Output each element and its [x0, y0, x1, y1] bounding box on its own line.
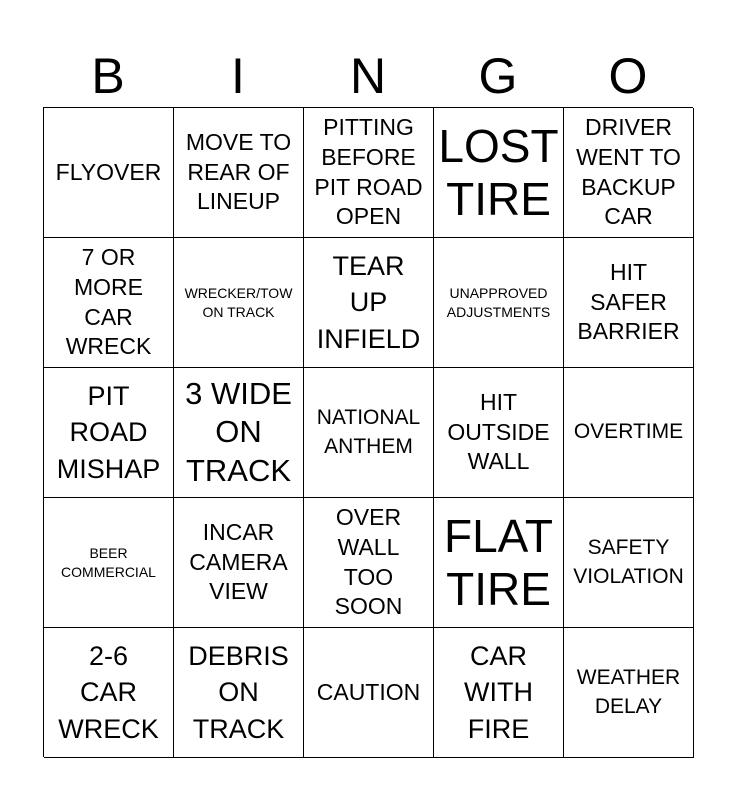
bingo-cell-r5-c3[interactable]	[304, 628, 434, 758]
bingo-cell-text: OVER WALL TOO SOON	[334, 503, 403, 620]
bingo-cell-r2-c1[interactable]	[44, 238, 174, 368]
bingo-cell-r1-c2[interactable]	[174, 108, 304, 238]
bingo-cell-r2-c5[interactable]	[564, 238, 694, 368]
bingo-cell-r3-c2[interactable]	[174, 368, 304, 498]
bingo-cell-r3-c5[interactable]	[564, 368, 694, 498]
bingo-cell-text: FLYOVER	[55, 158, 162, 185]
bingo-cell-r4-c2[interactable]	[174, 498, 304, 628]
bingo-cell-r4-c5[interactable]	[564, 498, 694, 628]
bingo-cell-text: MOVE TO REAR OF LINEUP	[185, 128, 292, 215]
header-letter-o: O	[608, 48, 648, 104]
bingo-cell-text: HIT SAFER BARRIER	[577, 258, 680, 345]
bingo-cell-r5-c5[interactable]	[564, 628, 694, 758]
bingo-cell-r1-c5[interactable]	[564, 108, 694, 238]
header-letter-i: I	[231, 48, 245, 104]
bingo-cell-text: NATIONAL ANTHEM	[316, 405, 421, 458]
bingo-cell-text: BEER COMMERCIAL	[61, 545, 156, 580]
bingo-cell-r2-c4[interactable]	[434, 238, 564, 368]
bingo-cell-text: TEAR UP INFIELD	[316, 251, 421, 354]
bingo-header	[43, 44, 693, 108]
bingo-cell-r3-c4[interactable]	[434, 368, 564, 498]
bingo-cell-text: FLAT TIRE	[443, 509, 554, 615]
bingo-cell-text: CAR WITH FIRE	[464, 641, 533, 744]
bingo-cell-text: UNAPPROVED ADJUSTMENTS	[446, 285, 551, 320]
bingo-cell-r5-c4[interactable]	[434, 628, 564, 758]
bingo-cell-r2-c2[interactable]	[174, 238, 304, 368]
bingo-cell-text: PITTING BEFORE PIT ROAD OPEN	[314, 113, 423, 230]
bingo-cell-text: 3 WIDE ON TRACK	[185, 375, 292, 488]
bingo-cell-text: SAFETY VIOLATION	[573, 535, 684, 588]
header-letter-b: B	[91, 48, 125, 104]
bingo-cell-text: LOST TIRE	[438, 119, 559, 225]
bingo-cell-text: WEATHER DELAY	[576, 665, 681, 718]
bingo-cell-r1-c4[interactable]	[434, 108, 564, 238]
bingo-cell-r3-c3[interactable]	[304, 368, 434, 498]
bingo-cell-text: PIT ROAD MISHAP	[56, 381, 161, 484]
bingo-cell-r4-c1[interactable]	[44, 498, 174, 628]
bingo-cell-r5-c1[interactable]	[44, 628, 174, 758]
bingo-cell-text: INCAR CAMERA VIEW	[189, 518, 288, 605]
bingo-cell-text: 7 OR MORE CAR WRECK	[65, 243, 152, 360]
header-letter-n: N	[349, 48, 387, 104]
bingo-cell-text: CAUTION	[316, 678, 421, 705]
bingo-cell-text: 2-6 CAR WRECK	[58, 641, 159, 744]
header-letter-g: G	[478, 48, 518, 104]
bingo-cell-r4-c4[interactable]	[434, 498, 564, 628]
bingo-cell-r2-c3[interactable]	[304, 238, 434, 368]
bingo-card-grid	[43, 107, 693, 757]
bingo-cell-text: DEBRIS ON TRACK	[188, 641, 289, 744]
bingo-cell-r5-c2[interactable]	[174, 628, 304, 758]
bingo-cell-text: WRECKER/TOW ON TRACK	[184, 285, 293, 320]
bingo-cell-text: HIT OUTSIDE WALL	[447, 388, 550, 475]
bingo-cell-r1-c3[interactable]	[304, 108, 434, 238]
bingo-cell-text: DRIVER WENT TO BACKUP CAR	[576, 113, 681, 230]
bingo-cell-r4-c3[interactable]	[304, 498, 434, 628]
bingo-cell-r3-c1[interactable]	[44, 368, 174, 498]
bingo-cell-r1-c1[interactable]	[44, 108, 174, 238]
bingo-cell-text: OVERTIME	[573, 420, 684, 444]
